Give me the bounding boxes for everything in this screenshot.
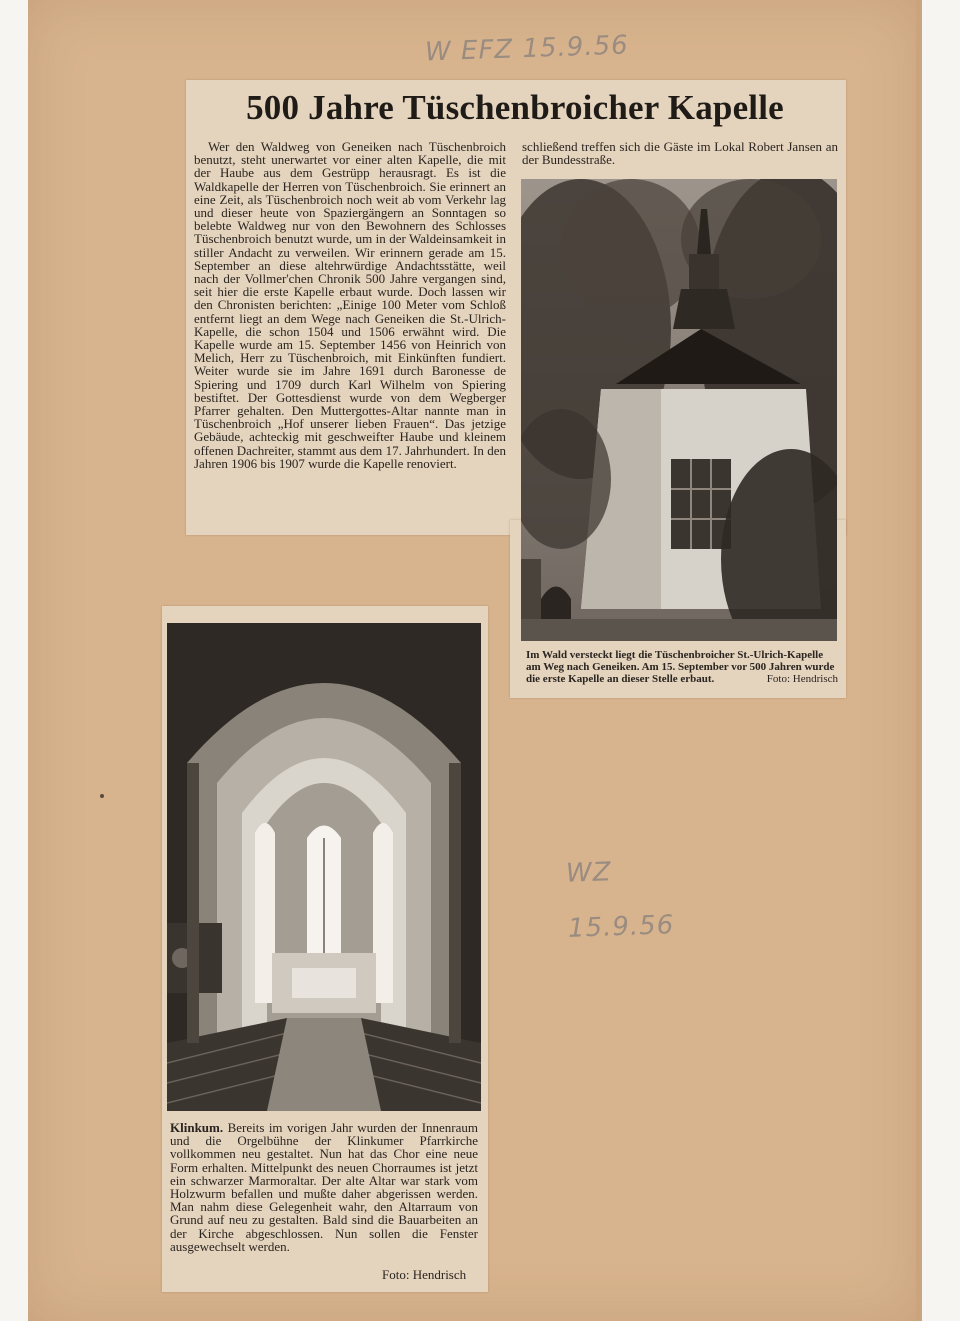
klinkum-kicker: Klinkum. [170,1120,224,1135]
klinkum-body [170,1121,478,1253]
caption-text: Im Wald versteckt liegt die Tüschenbroicher St.-Ulrich-Kapelle am Weg nach Geneiken. Am 15. September vor 500 Jahren wurde die erste Kapelle an dieser Stelle erbaut. [526,649,835,685]
chapel-photo-caption [526,650,838,685]
photo-credit: Foto: Hendrisch [766,672,838,685]
article-body-column-2: schließend treffen sich die Gäste im Lokal Robert Jansen an der Bundesstraße. [522,139,838,168]
article-title: 500 Jahre Tüschenbroicher Kapelle [246,88,784,127]
page-edge [916,0,922,1321]
klinkum-photo-credit: Foto: Hendrisch [382,1267,467,1282]
chapel-photo [521,179,837,641]
klinkum-text: Bereits im vorigen Jahr wurden der Innenraum und die Orgelbühne der Klinkumer Pfarrkirche vollkommen neu gestaltet. Nun hat das Chor eine neue Form erhalten. Mittelpunkt des neuen Chorraumes ist jetzt ein schwarzer Marmoraltar. Der alte Altar war stark vom Holzwurm befallen und mußte daher abgerissen werden. Man nahm diese Gelegenheit wahr, den Altarraum von Grund auf neu zu gestalten. Bald sind die Bauarbeiten an der Kirche abgeschlossen. Nun sollen die Fenster ausgewechselt werden. [170,1120,479,1254]
church-interior-photo [167,623,481,1111]
handwritten-date-top: W EFZ 15.9.56 [424,30,630,68]
pin-mark [100,794,104,798]
handwritten-source: WZ [565,857,613,889]
handwritten-date-side: 15.9.56 [567,910,675,944]
article-body-column-1: Wer den Waldweg von Geneiken nach Tüschenbroich benutzt, steht unerwartet vor einer alten Kapelle, die mit der Haube aus dem Gestrüpp herausragt. Es ist die Waldkapelle der Herren von Tüschenbroich. Sie erinnert an eine Zeit, als Tüschenbroich noch weit ab vom Verkehr lag und dieser heute von Spaziergängern an Sonntagen so belebte Waldweg nur von den Bewohnern des Schlosses Tüschenbroich benutzt wurde, um in der Waldeinsamkeit in stiller Andacht zu verweilen. Wir erinnern gerade am 15. September an diese altehrwürdige Andachtsstätte, weil nach der Vollmer'chen Chronik 500 Jahre vergangen sind, seit hier die erste Kapelle erbaut wurde. Doch lassen wir den Chronisten berichten: „Einige 100 Meter vom Schloß entfernt liegt an dem Wege nach Geneiken die St.-Ulrich-Kapelle, die schon 1504 und 1506 erwähnt wird. Die Kapelle wurde am 15. September 1456 von Heinrich von Melich, Herr zu Tüschenbroich, mit Einkünften fundiert. Weiter wurde sie im Jahre 1691 durch Baronesse de Spiering und 1709 durch Karl Wilhelm von Spiering bestiftet. Der Gottesdienst wurde von dem Wegberger Pfarrer gehalten. Den Muttergottes-Altar nannte man in Tüschenbroich „Hof unserer lieben Frauen“. Das jetzige Gebäude, achteckig mit geschweifter Haube und kleinem offenen Dachreiter, stammt aus dem 17. Jahrhundert. In den Jahren 1906 bis 1907 wurde die Kapelle renoviert. [194,139,506,471]
